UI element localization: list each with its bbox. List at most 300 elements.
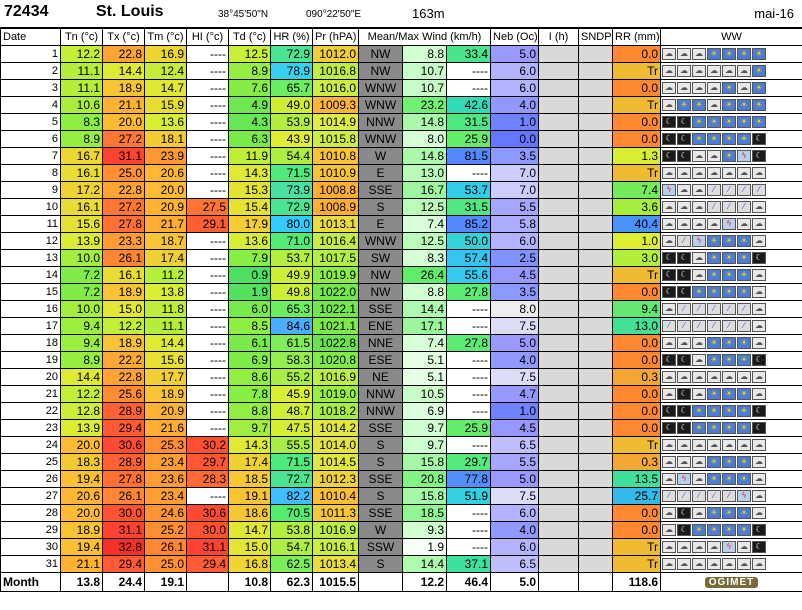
cell-td: 7.6 <box>229 80 271 97</box>
rain-icon: ⁄ <box>662 320 676 332</box>
cell-date: 29 <box>1 522 61 539</box>
cell-wind-max: 85.2 <box>447 216 491 233</box>
cell-wind-mean: 23.2 <box>403 97 447 114</box>
cell-rr: 3.0 <box>613 250 661 267</box>
cloud-icon: ☁ <box>677 456 691 468</box>
cell-rr: 40.4 <box>613 216 661 233</box>
cell-wind-max: 25.9 <box>447 131 491 148</box>
cell-neb: 4.5 <box>491 420 539 437</box>
cell-neb: 8.0 <box>491 301 539 318</box>
cell-sndp <box>579 165 613 182</box>
cell-sndp <box>579 318 613 335</box>
cell-tn: 15.6 <box>61 216 103 233</box>
cell-insolation <box>539 437 579 454</box>
cell-ww <box>661 488 802 505</box>
table-row <box>1 471 802 488</box>
sun-icon: ☀ <box>737 405 751 417</box>
rain-icon: ⁄ <box>677 320 691 332</box>
table-row <box>1 352 802 369</box>
cell-pr: 1008.9 <box>313 199 359 216</box>
cell-tn: 11.1 <box>61 80 103 97</box>
cell-neb: 2.5 <box>491 250 539 267</box>
month-summary-row <box>1 573 802 592</box>
cell-sndp <box>579 46 613 63</box>
cell-wind-max: 81.5 <box>447 148 491 165</box>
cell-dir: NW <box>359 267 403 284</box>
cloud-icon: ☁ <box>752 286 766 298</box>
cell-wind-mean: 12.5 <box>403 199 447 216</box>
cell-tm: 26.1 <box>145 539 187 556</box>
sun-icon: ☀ <box>722 150 736 162</box>
sun-icon: ☀ <box>707 524 721 536</box>
cloud-icon: ☁ <box>752 490 766 502</box>
cell-td: 15.4 <box>229 199 271 216</box>
cell-insolation <box>539 386 579 403</box>
cell-insolation <box>539 250 579 267</box>
cell-tn: 14.4 <box>61 369 103 386</box>
cell-ww <box>661 97 802 114</box>
cell-ww <box>661 284 802 301</box>
cell-date: 11 <box>1 216 61 233</box>
moon-icon: ☾ <box>662 354 676 366</box>
cell-hr: 65.3 <box>271 301 313 318</box>
station-longitude: 090°22'50"E <box>306 9 362 20</box>
cloud-icon: ☁ <box>692 82 706 94</box>
storm-icon: ϟ <box>737 490 751 502</box>
moon-icon: ☾ <box>752 541 766 553</box>
cloud-icon: ☁ <box>737 558 751 570</box>
month-wind-max: 46.4 <box>447 573 491 592</box>
cell-wind-max: 27.8 <box>447 284 491 301</box>
moon-icon: ☾ <box>677 269 691 281</box>
table-row <box>1 148 802 165</box>
cell-ww <box>661 182 802 199</box>
table-body <box>1 46 802 573</box>
moon-icon: ☾ <box>677 507 691 519</box>
sun-icon: ☀ <box>752 116 766 128</box>
cell-ww <box>661 420 802 437</box>
cell-tm: 15.6 <box>145 352 187 369</box>
cell-dir: NW <box>359 284 403 301</box>
cell-ww <box>661 233 802 250</box>
cell-hi: 31.1 <box>187 539 229 556</box>
cell-td: 15.0 <box>229 539 271 556</box>
storm-icon: ϟ <box>662 184 676 196</box>
cloud-icon: ☁ <box>677 65 691 77</box>
cell-insolation <box>539 369 579 386</box>
cell-sndp <box>579 522 613 539</box>
month-tx: 24.4 <box>103 573 145 592</box>
cell-tx: 15.0 <box>103 301 145 318</box>
cell-tn: 12.2 <box>61 386 103 403</box>
cloud-icon: ☁ <box>692 388 706 400</box>
cell-date: 24 <box>1 437 61 454</box>
cloud-icon: ☁ <box>662 388 676 400</box>
cloud-icon: ☁ <box>677 541 691 553</box>
cell-hi: ---- <box>187 301 229 318</box>
cloud-icon: ☁ <box>752 167 766 179</box>
cloud-icon: ☁ <box>752 269 766 281</box>
cell-rr: 0.0 <box>613 284 661 301</box>
cell-insolation <box>539 267 579 284</box>
cell-td: 14.7 <box>229 522 271 539</box>
cell-dir: WNW <box>359 233 403 250</box>
cell-insolation <box>539 403 579 420</box>
cell-neb: 7.0 <box>491 182 539 199</box>
cloud-icon: ☁ <box>737 167 751 179</box>
month-neb: 5.0 <box>491 573 539 592</box>
cell-td: 6.0 <box>229 301 271 318</box>
cell-date: 20 <box>1 369 61 386</box>
sun-icon: ☀ <box>707 405 721 417</box>
cloud-icon: ☁ <box>692 439 706 451</box>
cell-td: 18.6 <box>229 505 271 522</box>
cell-rr: 0.0 <box>613 335 661 352</box>
moon-icon: ☾ <box>677 150 691 162</box>
sun-icon: ☀ <box>707 337 721 349</box>
cell-tn: 18.9 <box>61 522 103 539</box>
cloud-icon: ☁ <box>707 541 721 553</box>
cell-tn: 20.6 <box>61 488 103 505</box>
cloud-icon: ☁ <box>677 167 691 179</box>
col-tn: Tn (°c) <box>61 29 103 46</box>
cell-date: 5 <box>1 114 61 131</box>
cell-tm: 12.4 <box>145 63 187 80</box>
cloud-icon: ☁ <box>662 371 676 383</box>
rain-icon: ⁄ <box>737 201 751 213</box>
sun-icon: ☀ <box>692 524 706 536</box>
cell-date: 3 <box>1 80 61 97</box>
col-neb: Neb (Oc) <box>491 29 539 46</box>
sun-icon: ☀ <box>752 82 766 94</box>
cell-hi: ---- <box>187 318 229 335</box>
col-td: Td (°c) <box>229 29 271 46</box>
cell-tm: 13.6 <box>145 114 187 131</box>
sun-icon: ☀ <box>722 422 736 434</box>
cell-date: 15 <box>1 284 61 301</box>
cell-td: 17.4 <box>229 454 271 471</box>
sun-icon: ☀ <box>707 507 721 519</box>
cloud-icon: ☁ <box>677 337 691 349</box>
cell-neb: 7.5 <box>491 488 539 505</box>
cloud-icon: ☁ <box>692 184 706 196</box>
cell-dir: S <box>359 454 403 471</box>
cloud-icon: ☁ <box>692 150 706 162</box>
cell-td: 8.5 <box>229 318 271 335</box>
table-row <box>1 386 802 403</box>
cell-insolation <box>539 505 579 522</box>
cloud-icon: ☁ <box>722 65 736 77</box>
cell-ww <box>661 165 802 182</box>
moon-icon: ☾ <box>752 524 766 536</box>
cell-date: 31 <box>1 556 61 573</box>
moon-icon: ☾ <box>677 252 691 264</box>
table-row <box>1 114 802 131</box>
sun-icon: ☀ <box>737 99 751 111</box>
table-row <box>1 522 802 539</box>
cell-insolation <box>539 46 579 63</box>
cell-wind-mean: 9.3 <box>403 522 447 539</box>
cell-pr: 1015.8 <box>313 131 359 148</box>
moon-icon: ☾ <box>677 286 691 298</box>
cloud-icon: ☁ <box>737 541 751 553</box>
moon-icon: ☾ <box>662 133 676 145</box>
cell-wind-mean: 15.8 <box>403 454 447 471</box>
cell-wind-mean: 8.3 <box>403 250 447 267</box>
cell-hr: 54.7 <box>271 539 313 556</box>
table-row <box>1 267 802 284</box>
cell-date: 23 <box>1 420 61 437</box>
cell-date: 19 <box>1 352 61 369</box>
cell-pr: 1012.3 <box>313 471 359 488</box>
cell-neb: 4.0 <box>491 522 539 539</box>
table-row <box>1 539 802 556</box>
cell-insolation <box>539 454 579 471</box>
cell-hi: ---- <box>187 267 229 284</box>
table-header-row <box>1 29 802 46</box>
cell-wind-mean: 26.4 <box>403 267 447 284</box>
table-row <box>1 250 802 267</box>
cell-tn: 10.0 <box>61 250 103 267</box>
sun-icon: ☀ <box>722 354 736 366</box>
sun-icon: ☀ <box>722 405 736 417</box>
cloud-icon: ☁ <box>752 473 766 485</box>
moon-icon: ☾ <box>752 422 766 434</box>
sun-icon: ☀ <box>692 405 706 417</box>
cell-ww <box>661 46 802 63</box>
rain-icon: ⁄ <box>737 320 751 332</box>
table-row <box>1 216 802 233</box>
cell-dir: SW <box>359 250 403 267</box>
cell-tn: 7.2 <box>61 284 103 301</box>
cell-rr: 0.3 <box>613 454 661 471</box>
cell-tx: 26.1 <box>103 250 145 267</box>
table-row <box>1 182 802 199</box>
cell-insolation <box>539 488 579 505</box>
cell-hi: 29.7 <box>187 454 229 471</box>
cloud-icon: ☁ <box>692 201 706 213</box>
cell-insolation <box>539 335 579 352</box>
cell-ww <box>661 199 802 216</box>
month-tm: 19.1 <box>145 573 187 592</box>
sun-icon: ☀ <box>737 337 751 349</box>
cell-pr: 1010.4 <box>313 488 359 505</box>
sun-icon: ☀ <box>737 354 751 366</box>
cell-tx: 29.4 <box>103 556 145 573</box>
cell-date: 8 <box>1 165 61 182</box>
cell-dir: WNW <box>359 97 403 114</box>
cell-ww <box>661 131 802 148</box>
cell-tm: 23.9 <box>145 148 187 165</box>
cell-wind-max: 53.7 <box>447 182 491 199</box>
sun-icon: ☀ <box>722 524 736 536</box>
col-hi: HI (°c) <box>187 29 229 46</box>
cell-rr: Tr <box>613 267 661 284</box>
sun-icon: ☀ <box>722 507 736 519</box>
cloud-icon: ☁ <box>677 439 691 451</box>
cell-tn: 16.1 <box>61 199 103 216</box>
cell-tx: 18.9 <box>103 80 145 97</box>
cell-tn: 9.4 <box>61 335 103 352</box>
cell-tm: 20.0 <box>145 182 187 199</box>
cell-tn: 7.2 <box>61 267 103 284</box>
cell-date: 7 <box>1 148 61 165</box>
cell-td: 1.9 <box>229 284 271 301</box>
sun-icon: ☀ <box>722 252 736 264</box>
cell-rr: Tr <box>613 63 661 80</box>
cell-neb: 5.0 <box>491 335 539 352</box>
moon-icon: ☾ <box>677 133 691 145</box>
cell-wind-max: 50.0 <box>447 233 491 250</box>
cloud-icon: ☁ <box>692 371 706 383</box>
col-ww: WW <box>661 29 802 46</box>
cell-tm: 16.9 <box>145 46 187 63</box>
cell-hi: ---- <box>187 63 229 80</box>
sun-icon: ☀ <box>707 354 721 366</box>
col-date: Date <box>1 29 61 46</box>
cell-tm: 11.8 <box>145 301 187 318</box>
cell-sndp <box>579 199 613 216</box>
cell-sndp <box>579 420 613 437</box>
cell-hr: 49.0 <box>271 97 313 114</box>
moon-icon: ☾ <box>662 150 676 162</box>
cell-td: 14.3 <box>229 437 271 454</box>
cell-dir: SSE <box>359 471 403 488</box>
cell-rr: 0.0 <box>613 352 661 369</box>
cell-tm: 20.9 <box>145 403 187 420</box>
cell-sndp <box>579 352 613 369</box>
cell-tn: 10.6 <box>61 97 103 114</box>
cell-insolation <box>539 114 579 131</box>
sun-icon: ☀ <box>737 269 751 281</box>
cell-neb: 6.5 <box>491 437 539 454</box>
rain-icon: ⁄ <box>677 303 691 315</box>
cell-dir: NW <box>359 63 403 80</box>
cell-tx: 22.8 <box>103 46 145 63</box>
cell-rr: 0.0 <box>613 46 661 63</box>
sun-icon: ☀ <box>707 116 721 128</box>
cell-wind-mean: 16.7 <box>403 182 447 199</box>
table-row <box>1 80 802 97</box>
cell-sndp <box>579 148 613 165</box>
cell-hi: ---- <box>187 80 229 97</box>
cell-tm: 17.7 <box>145 369 187 386</box>
cell-tx: 18.9 <box>103 284 145 301</box>
cell-ww <box>661 437 802 454</box>
cell-hr: 45.9 <box>271 386 313 403</box>
cell-wind-mean: 7.4 <box>403 335 447 352</box>
month-insolation <box>539 573 579 592</box>
cell-tm: 18.9 <box>145 386 187 403</box>
cloud-icon: ☁ <box>692 218 706 230</box>
rain-icon: ⁄ <box>737 184 751 196</box>
col-tm: Tm (°c) <box>145 29 187 46</box>
cloud-icon: ☁ <box>662 201 676 213</box>
cell-ww <box>661 267 802 284</box>
cell-wind-mean: 13.0 <box>403 165 447 182</box>
cell-tx: 31.1 <box>103 148 145 165</box>
cell-td: 4.9 <box>229 97 271 114</box>
cell-tm: 15.9 <box>145 97 187 114</box>
cell-hr: 49.9 <box>271 267 313 284</box>
cloud-icon: ☁ <box>677 184 691 196</box>
cell-ww <box>661 63 802 80</box>
cell-tm: 23.4 <box>145 488 187 505</box>
sun-icon: ☀ <box>707 252 721 264</box>
cell-hr: 82.2 <box>271 488 313 505</box>
cell-tx: 21.1 <box>103 97 145 114</box>
cell-neb: 6.0 <box>491 63 539 80</box>
cell-wind-max: 25.9 <box>447 420 491 437</box>
cloud-icon: ☁ <box>752 303 766 315</box>
cell-pr: 1021.1 <box>313 318 359 335</box>
cloud-icon: ☁ <box>662 99 676 111</box>
cell-hi: ---- <box>187 131 229 148</box>
cloud-icon: ☁ <box>692 65 706 77</box>
cloud-icon: ☁ <box>662 541 676 553</box>
cell-tx: 23.3 <box>103 233 145 250</box>
table-row <box>1 369 802 386</box>
cell-date: 17 <box>1 318 61 335</box>
cell-sndp <box>579 284 613 301</box>
cell-insolation <box>539 165 579 182</box>
cloud-icon: ☁ <box>737 65 751 77</box>
cloud-icon: ☁ <box>707 82 721 94</box>
moon-icon: ☾ <box>662 269 676 281</box>
cell-tn: 11.1 <box>61 63 103 80</box>
cell-tm: 25.2 <box>145 522 187 539</box>
col-hr: HR (%) <box>271 29 313 46</box>
cell-tm: 25.3 <box>145 437 187 454</box>
cell-hr: 78.9 <box>271 63 313 80</box>
cell-wind-mean: 6.9 <box>403 403 447 420</box>
cloud-icon: ☁ <box>692 558 706 570</box>
month-pr: 1015.5 <box>313 573 359 592</box>
cloud-icon: ☁ <box>752 439 766 451</box>
rain-icon: ⁄ <box>707 201 721 213</box>
cell-sndp <box>579 335 613 352</box>
rain-icon: ⁄ <box>707 303 721 315</box>
cell-tx: 25.0 <box>103 165 145 182</box>
cell-hr: 53.9 <box>271 114 313 131</box>
table-row <box>1 505 802 522</box>
cell-insolation <box>539 420 579 437</box>
rain-icon: ⁄ <box>737 303 751 315</box>
cloud-icon: ☁ <box>707 65 721 77</box>
storm-icon: ϟ <box>722 541 736 553</box>
cell-ww <box>661 556 802 573</box>
cell-sndp <box>579 114 613 131</box>
rain-icon: ⁄ <box>707 490 721 502</box>
cell-wind-mean: 9.7 <box>403 437 447 454</box>
rain-icon: ⁄ <box>692 320 706 332</box>
cell-pr: 1013.4 <box>313 556 359 573</box>
cloud-icon: ☁ <box>737 371 751 383</box>
cell-td: 6.3 <box>229 131 271 148</box>
cell-hr: 70.5 <box>271 505 313 522</box>
cell-wind-max: 51.9 <box>447 488 491 505</box>
cell-date: 27 <box>1 488 61 505</box>
cell-hr: 72.9 <box>271 199 313 216</box>
rain-icon: ⁄ <box>722 490 736 502</box>
cell-insolation <box>539 131 579 148</box>
cell-neb: 1.0 <box>491 403 539 420</box>
cell-wind-mean: 10.7 <box>403 63 447 80</box>
sun-icon: ☀ <box>752 99 766 111</box>
cell-neb: 6.5 <box>491 556 539 573</box>
cell-td: 13.6 <box>229 233 271 250</box>
cell-hr: 47.5 <box>271 420 313 437</box>
